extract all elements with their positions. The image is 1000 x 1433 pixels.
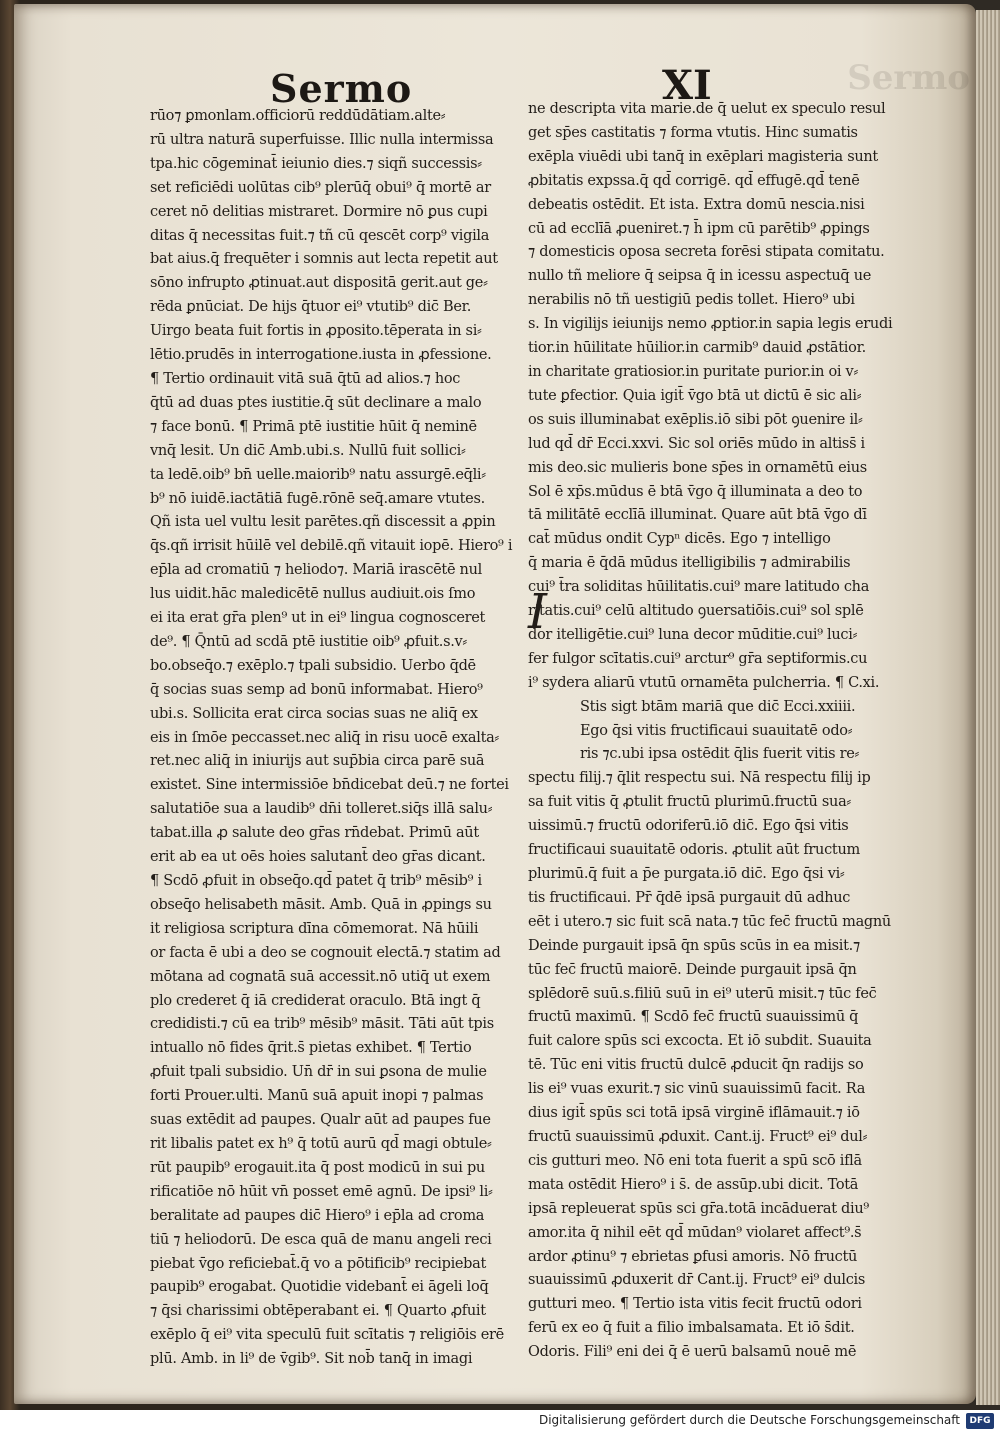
left-column-line: lētio.prudēs in interrogatione.iusta in ꝓfessione. <box>150 347 492 364</box>
right-column-line: splēdorē suū.s.filiū suū in ei⁹ uterū misit.⁊ tūc fec̄ <box>528 985 877 1002</box>
right-column-line: ꝓbitatis expssa.q̄ qd̄ corrigē. qd̄ effugē.qd̄ tenē <box>528 172 860 189</box>
left-column-line: q̄tū ad duas ptes iustitie.q̄ sūt declinare a malo <box>150 394 482 411</box>
right-column-line: suauissimū ꝓduxerit dr̄ Cant.ij. Fruct⁹ ei⁹ dulcis <box>528 1272 866 1289</box>
left-column-line: Uirgo beata fuit fortis in ꝓposito.tēperata in si⸗ <box>150 323 482 340</box>
footer-credit: Digitalisierung gefördert durch die Deutsche Forschungsgemeinschaft <box>538 1413 960 1427</box>
left-column-line: ei ita erat gr̄a plen⁹ ut in ei⁹ lingua cognosceret <box>150 610 486 627</box>
left-column-line: suas extēdit ad paupes. Qualr aūt ad paupes fue <box>150 1112 491 1129</box>
left-column-line: tpa.hic cōgeminat̄ ieiunio dies.⁊ siqñ successis⸗ <box>150 155 482 172</box>
left-column-line: rificatiōe nō hūit vn̄ posset emē agnū. De ipsi⁹ li⸗ <box>150 1183 493 1200</box>
left-column-line: salutatiōe sua a laudib⁹ dn̄i tolleret.siq̄s illā salu⸗ <box>150 801 493 818</box>
left-column-line: ꝓfuit tpali subsidio. Un̄ dr̄ in sui ꝑsona de mulie <box>150 1064 487 1081</box>
right-column-line: ⁊ domesticis oposa secreta forēsi stipata comitatu. <box>528 244 885 261</box>
left-column-line: obseq̄o helisabeth māsit. Amb. Quā in ꝓpings su <box>150 896 492 913</box>
left-column-line: paupib⁹ erogabat. Quotidie videbant̄ ei āgeli loq̄ <box>150 1279 489 1296</box>
right-column-line: tūc fec̄ fructū maiorē. Deinde purgauit ipsā q̄n <box>528 961 857 978</box>
right-column-line: dor itelligētie.cui⁹ luna decor mūditie.cui⁹ luci⸗ <box>528 626 858 643</box>
left-column-line: or facta ē ubi a deo se cognouit electā.⁊ statim ad <box>150 944 501 961</box>
left-column-line: tiū ⁊ heliodorū. De esca quā de manu angeli reci <box>150 1231 492 1248</box>
right-column-line: ardor ꝓtinu⁹ ⁊ ebrietas ꝑfusi amoris. Nō fructū <box>528 1248 858 1265</box>
right-column-line: debeatis ostēdit. Et ista. Extra domū nescia.nisi <box>528 196 865 213</box>
left-column-line: credidisti.⁊ cū ea trib⁹ mēsib⁹ māsit. Tāti aūt tpis <box>150 1016 494 1033</box>
left-column-line: it religiosa scriptura dīna cōmemorat. Nā hūili <box>150 920 479 937</box>
left-column-line: rūo⁊ ꝑmonlam.officiorū reddūdātiam.alte⸗ <box>150 108 446 124</box>
left-column-line: rū ultra naturā superfuisse. Illic nulla intermissa <box>150 131 494 148</box>
left-column-line: piebat v̄go reficiebat̄.q̄ vo a pōtificib⁹ recipiebat <box>150 1255 487 1272</box>
left-column-line: rēda ꝑnūciat. De hijs q̄tuor ei⁹ vtutib⁹ dic̄ Ber. <box>150 299 472 316</box>
folio-number: XI <box>662 62 712 109</box>
left-column-line: ¶ Scdō ꝓfuit in obseq̄o.qd̄ patet q̄ trib⁹ mēsib⁹ i <box>150 873 482 889</box>
left-column-line: mōtana ad cognatā suā accessit.nō utiq̄ ut exem <box>150 968 491 985</box>
right-column-line: tē. Tūc eni vitis fructū dulcē ꝓducit q̄n radijs so <box>528 1057 864 1074</box>
right-text-column <box>528 98 900 1365</box>
right-column-line: amor.ita q̄ nihil eēt qd̄ mūdan⁹ violaret affect⁹.s̄ <box>528 1224 862 1241</box>
left-column-line: ep̄la ad cromatiū ⁊ heliodo⁊. Mariā irascētē nul <box>150 562 482 579</box>
left-column-line: de⁹. ¶ Q̄ntū ad scdā ptē iustitie oib⁹ ꝓfuit.s.v⸗ <box>150 633 467 650</box>
right-column-line: tā militātē ecclīā illuminat. Quare aūt btā v̄go dī <box>528 507 867 524</box>
left-column-line: sōno infrupto ꝓtinuat.aut dispositā gerit.aut ge⸗ <box>150 275 488 292</box>
right-column-line: sa fuit vitis q̄ ꝓtulit fructū plurimū.fructū sua⸗ <box>528 794 851 811</box>
left-column-line: exēplo q̄ ei⁹ vita speculū fuit scītatis ⁊ religiōis erē <box>150 1327 504 1344</box>
bleed-through-text: Sermo <box>847 58 970 98</box>
right-column-line: os suis illuminabat exēplis.iō sibi pōt ꝯuenire il⸗ <box>528 411 863 428</box>
right-column-line: lis ei⁹ vuas exurit.⁊ sic vinū suauissimū facit. Ra <box>528 1081 866 1098</box>
right-column-line: cū ad ecclīā ꝓueniret.⁊ h̄ ipm cū parētib⁹ ꝓpings <box>528 220 870 237</box>
right-column-line: uissimū.⁊ fructū odoriferū.iō dic̄. Ego q̄si vitis <box>528 818 849 835</box>
right-column-line: ipsā repleuerat spūs sci gr̄a.totā incāduerat diu⁹ <box>528 1200 869 1217</box>
right-column-line: cis gutturi meo. Nō eni tota fuerit a spū scō iflā <box>528 1152 862 1169</box>
right-column-line: Deinde purgauit ipsā q̄n spūs scūs in ea misit.⁊ <box>528 937 860 954</box>
right-column-line: fer fulgor scītatis.cui⁹ arctur⁹ gr̄a septiformis.cu <box>528 650 868 667</box>
right-column-line: Odoris. Fili⁹ eni dei q̄ ē uerū balsamū nouē mē <box>528 1344 857 1361</box>
left-column-line: set reficiēdi uolūtas cib⁹ plerūq̄ obui⁹ q̄ mortē ar <box>150 179 491 196</box>
right-column-line: nerabilis nō tñ uestigiū pedis tollet. Hiero⁹ ubi <box>528 292 855 309</box>
left-column-line: rūt paupib⁹ erogauit.ita q̄ post modicū in sui pu <box>150 1159 485 1176</box>
right-column-line: fructū suauissimū ꝓduxit. Cant.ij. Fruct⁹ ei⁹ dul⸗ <box>528 1128 868 1145</box>
left-column-line: ubi.s. Sollicita erat circa socias suas ne aliq̄ ex <box>150 705 478 722</box>
right-column-line: tute ꝑfectior. Quia igit̄ v̄go btā ut dictū ē sic ali⸗ <box>528 387 862 404</box>
left-column-line: ⁊ q̄si charissimi obtēperabant ei. ¶ Quarto ꝓfuit <box>150 1303 486 1320</box>
right-column-line: fructificaui suauitatē odoris. ꝓtulit aūt fructum <box>528 842 860 859</box>
right-column-line: plurimū.q̄ fuit a p̄e purgata.iō dic̄. Ego q̄si vi⸗ <box>528 866 845 882</box>
right-column-line: ferū ex eo q̄ fuit a filio imbalsamata. Et iō s̄dit. <box>528 1320 855 1337</box>
right-column-line: exēpla viuēdi ubi tanq̄ in exēplari magisteria sunt <box>528 148 878 165</box>
right-column-line: mata ostēdit Hiero⁹ i s̄. de assūp.ubi dicit. Totā <box>528 1176 859 1193</box>
right-column-line: s. In vigilijs ieiunijs nemo ꝓptior.in sapia legis erudi <box>528 316 893 333</box>
left-column-line: Qñ ista uel vultu lesit parētes.qñ discessit a ꝓpin <box>150 514 496 531</box>
right-column-line: spectu filij.⁊ q̄lit respectu sui. Nā respectu filij ip <box>528 770 871 787</box>
right-column-line: cui⁹ t̄ra soliditas hūilitatis.cui⁹ mare latitudo cha <box>528 579 870 596</box>
left-column-line: q̄s.qñ irrisit hūilē vel debilē.qñ vitauit iopē. Hiero⁹ i <box>150 538 513 555</box>
left-column-line: vnq̄ lesit. Un dic̄ Amb.ubi.s. Nullū fuit sollici⸗ <box>150 442 466 459</box>
left-column-line: rit libalis patet ex h⁹ q̄ totū aurū qd̄ magi obtule⸗ <box>150 1135 492 1152</box>
left-column-line: bo.obseq̄o.⁊ exēplo.⁊ tpali subsidio. Uerbo q̄dē <box>150 657 476 674</box>
left-column-line: ⁊ face bonū. ¶ Primā ptē iustitie hūit q̄ neminē <box>150 418 477 435</box>
left-column-line: intuallo nō fides q̄rit.s̄ pietas exhibet. ¶ Tertio <box>150 1040 472 1057</box>
right-column-line: i⁹ sydera aliarū vtutū ornamēta pulcherria. ¶ C.xi. <box>528 674 880 691</box>
right-column-line: nullo tñ meliore q̄ seipsa q̄ in icessu aspectuq̄ ue <box>528 268 872 285</box>
right-column-line: get sp̄es castitatis ⁊ forma vtutis. Hinc sumatis <box>528 124 858 141</box>
left-column-line: bat aius.q̄ frequēter i somnis aut lecta repetit aut <box>150 251 498 268</box>
right-column-line: ritatis.cui⁹ celū altitudo ꝯuersatiōis.cui⁹ sol splē <box>528 603 864 620</box>
right-column-line: tior.in hūilitate hūilior.in carmib⁹ dauid ꝓstātior. <box>528 340 866 357</box>
right-column-line: lud qd̄ dr̄ Ecci.xxvi. Sic sol oriēs mūdo in altiss̄ i <box>528 435 865 452</box>
left-column-line: beralitate ad paupes dic̄ Hiero⁹ i ep̄la ad croma <box>150 1207 485 1224</box>
running-title: Sermo <box>270 66 413 111</box>
dfg-logo: DFG <box>966 1413 994 1429</box>
right-column-line: Ego q̄si vitis fructificaui suauitatē odo⸗ <box>580 722 853 739</box>
right-column-line: in charitate gratiosior.in puritate purior.in oi v⸗ <box>528 363 858 380</box>
left-column-line: q̄ socias suas semp ad bonū informabat. Hiero⁹ <box>150 681 483 698</box>
right-column-line: fructū maximū. ¶ Scdō fec̄ fructū suauissimū q̄ <box>528 1009 859 1026</box>
right-column-line: gutturi meo. ¶ Tertio ista vitis fecit fructū odori <box>528 1296 862 1313</box>
drop-capital: I <box>528 584 547 640</box>
left-column-line: ret.nec aliq̄ in iniurijs aut sup̄bia circa parē suā <box>150 753 485 770</box>
right-column-line: tis fructificaui. Pr̄ q̄dē ipsā purgauit dū adhuc <box>528 889 851 906</box>
page-edge-stack <box>976 10 1000 1405</box>
right-column-line: Stis sigt btām mariā que dic̄ Ecci.xxiiii. <box>580 698 856 715</box>
right-column-line: cat̄ mūdus ondit Cypⁿ dicēs. Ego ⁊ intelligo <box>528 531 831 548</box>
right-column-line: ris ⁊c.ubi ipsa ostēdit q̄lis fuerit vitis re⸗ <box>580 746 860 763</box>
left-column-line: ¶ Tertio ordinauit vitā suā q̄tū ad alios.⁊ hoc <box>150 370 461 387</box>
left-column-line: plū. Amb. in li⁹ de v̄gib⁹. Sit nob̄ tanq̄ in imagi <box>150 1351 473 1368</box>
left-column-line: forti Prouer.ulti. Manū suā apuit inopi ⁊ palmas <box>150 1088 484 1105</box>
right-column-line: dius igit̄ spūs sci totā ipsā virginē iflāmauit.⁊ iō <box>528 1105 860 1122</box>
left-text-column <box>150 105 522 1372</box>
right-column-line: ne descripta vita marie.de q̄ uelut ex speculo resul <box>528 101 886 117</box>
right-column-line: q̄ maria ē q̄dā mūdus itelligibilis ⁊ admirabilis <box>528 555 851 572</box>
left-column-line: lus uidit.hāc maledicētē nullus audiuit.ois ſmo <box>150 586 476 603</box>
left-column-line: ditas q̄ necessitas fuit.⁊ tñ cū qescēt corp⁹ vigila <box>150 227 490 244</box>
right-column-line: eēt i utero.⁊ sic fuit scā nata.⁊ tūc fec̄ fructū magnū <box>528 913 891 930</box>
left-column-line: eis in ſmōe peccasset.nec aliq̄ in risu uocē exalta⸗ <box>150 729 499 746</box>
left-column-line: plo crederet q̄ iā crediderat oraculo. Btā ingt q̄ <box>150 992 481 1009</box>
left-column-line: ta ledē.oib⁹ bn̄ uelle.maiorib⁹ natu assurgē.eq̄li⸗ <box>150 466 486 483</box>
left-column-line: existet. Sine intermissiōe bn̄dicebat deū.⁊ ne fortei <box>150 777 509 794</box>
right-column-line: mis deo.sic mulieris bone sp̄es in ornamētū eius <box>528 459 867 476</box>
left-column-line: b⁹ nō iuidē.iactātiā fugē.rōnē seq̄.amare vtutes. <box>150 490 485 507</box>
right-column-line: fuit calore spūs sci excocta. Et iō subdit. Suauita <box>528 1033 872 1050</box>
left-column-line: erit ab ea ut oēs hoies salutant̄ deo gr̄as dicant. <box>150 849 486 866</box>
left-column-line: tabat.illa ꝓ salute deo gr̄as rn̄debat. Primū aūt <box>150 825 479 842</box>
left-column-line: ceret nō delitias mistraret. Dormire nō ꝑus cupi <box>150 203 488 220</box>
footer-bar <box>0 1410 1000 1433</box>
right-column-line: Sol ē xp̄s.mūdus ē btā v̄go q̄ illuminata a deo to <box>528 483 863 500</box>
